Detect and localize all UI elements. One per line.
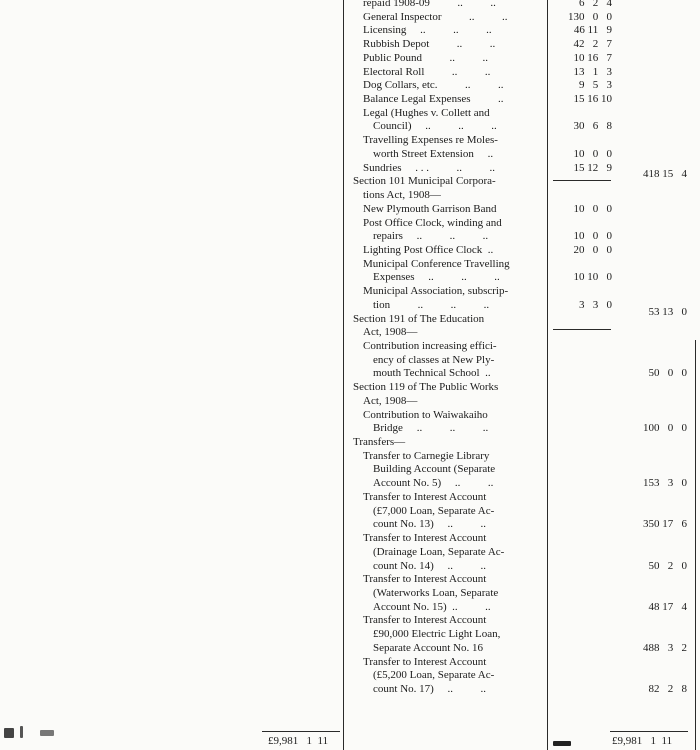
entry-line: (£7,000 Loan, Separate Ac- [373,504,495,517]
item-amount: 30 6 8 [573,120,612,133]
item-amount: 6 2 4 [579,0,612,9]
subtotal-rule-1 [553,180,611,181]
entry-line: Balance Legal Expenses .. [363,93,504,106]
entry-line: Building Account (Separate [373,463,496,476]
entry-line: (Waterworks Loan, Separate [373,586,499,599]
entry-line: Transfer to Interest Account [363,573,487,586]
entry-line: Contribution to Waiwakaiho [363,408,488,421]
item-amount: 10 16 7 [573,51,612,64]
entry-line: Electoral Roll .. .. [363,65,491,78]
entry-line: Municipal Conference Travelling [363,257,510,270]
item-amount: 10 10 0 [573,271,612,284]
section-total: 50 0 0 [648,367,687,380]
item-amount: 10 0 0 [573,230,612,243]
section-total: 82 2 8 [648,683,687,695]
section-heading-line: Section 191 of The Education [353,312,485,325]
item-amount: 15 12 9 [573,161,612,174]
item-amount: 3 3 0 [579,298,612,311]
subtotal-rule-2 [553,329,611,330]
item-amount: 42 2 7 [573,38,612,51]
column-rule-totals [695,340,696,750]
entry-line: mouth Technical School .. [373,367,491,380]
grand-total-rule-right [610,731,688,732]
item-amount: 130 0 0 [568,10,612,23]
entry-line: Contribution increasing effici- [363,340,497,352]
section-total: 100 0 0 [643,422,687,435]
section-heading-line: Transfers— [353,436,406,449]
section-total: 488 3 2 [643,641,687,654]
item-amount: 10 0 0 [573,147,612,160]
entry-line: Sundries . . . .. .. [363,161,495,174]
entry-line: count No. 17) .. .. [373,683,487,695]
item-amount: 13 1 3 [573,65,612,78]
entry-line: £90,000 Electric Light Loan, [373,628,501,641]
entry-line: New Plymouth Garrison Band [363,202,497,215]
entry-line: General Inspector .. .. [363,10,508,23]
section-total: 350 17 6 [643,518,687,531]
entry-line: Separate Account No. 16 [373,641,483,654]
entry-line: Expenses .. .. .. [373,271,500,284]
grand-total-left: £9,981 1 11 [268,735,329,747]
entry-line: Transfer to Interest Account [363,614,487,627]
entry-line: Council) .. .. .. [373,120,497,133]
scan-artifact [20,726,23,738]
item-amount: 15 16 10 [573,93,612,106]
entry-line: Travelling Expenses re Moles- [363,134,498,147]
entry-line: Post Office Clock, winding and [363,216,502,229]
entry-line: Lighting Post Office Clock .. [363,243,494,256]
entry-line: Transfer to Carnegie Library [363,449,490,462]
entry-line: Municipal Association, subscrip- [363,285,509,298]
entry-line: Rubbish Depot .. .. [363,38,496,51]
entry-line: ency of classes at New Ply- [373,353,495,366]
entry-line: Act, 1908— [363,326,418,339]
column-rule-amounts [547,0,548,750]
scan-artifact [40,730,54,736]
section-heading-line: Section 101 Municipal Corpora- [353,175,496,188]
entry-line: Account No. 5) .. .. [373,477,494,490]
entry-line: Act, 1908— [363,394,418,407]
item-amount: 10 0 0 [573,202,612,215]
entry-line: Transfer to Interest Account [363,532,487,545]
entry-line: Bridge .. .. .. [373,422,489,435]
entry-line: Dog Collars, etc. .. .. [363,79,504,92]
item-amount: 46 11 9 [573,24,612,37]
item-amount: 20 0 0 [573,243,612,256]
entry-line: tions Act, 1908— [363,189,441,202]
entry-line: count No. 13) .. .. [373,518,487,531]
section-total: 50 2 0 [648,559,687,572]
section-heading-line: Section 119 of The Public Works [353,381,499,394]
scan-artifact [4,728,14,738]
scan-artifact [553,741,571,746]
grand-total-rule-left [262,731,340,732]
entry-line: Public Pound .. .. [363,51,488,64]
entry-line: Transfer to Interest Account [363,655,487,668]
item-amount: 9 5 3 [579,79,612,92]
entry-line: Transfer to Interest Account [363,490,487,503]
entry-line: count No. 14) .. .. [373,559,487,572]
entry-line: tion .. .. .. [373,298,490,311]
entry-line: Legal (Hughes v. Collett and [363,106,490,119]
entry-line: repairs .. .. .. [373,230,489,243]
entry-line: Licensing .. .. .. [363,24,492,37]
section-total: 418 15 4 [643,168,687,181]
section-total: 53 13 0 [648,305,687,318]
grand-total-right: £9,981 1 11 [612,735,673,747]
entry-line: Account No. 15) .. .. [373,600,491,613]
entry-line: repaid 1908-09 .. .. [363,0,496,9]
entry-line: worth Street Extension .. [373,147,494,160]
entry-line: (£5,200 Loan, Separate Ac- [373,669,495,682]
section-total: 48 17 4 [648,600,687,613]
section-total: 153 3 0 [643,477,687,490]
entry-line: (Drainage Loan, Separate Ac- [373,545,505,558]
column-rule-left [343,0,344,750]
